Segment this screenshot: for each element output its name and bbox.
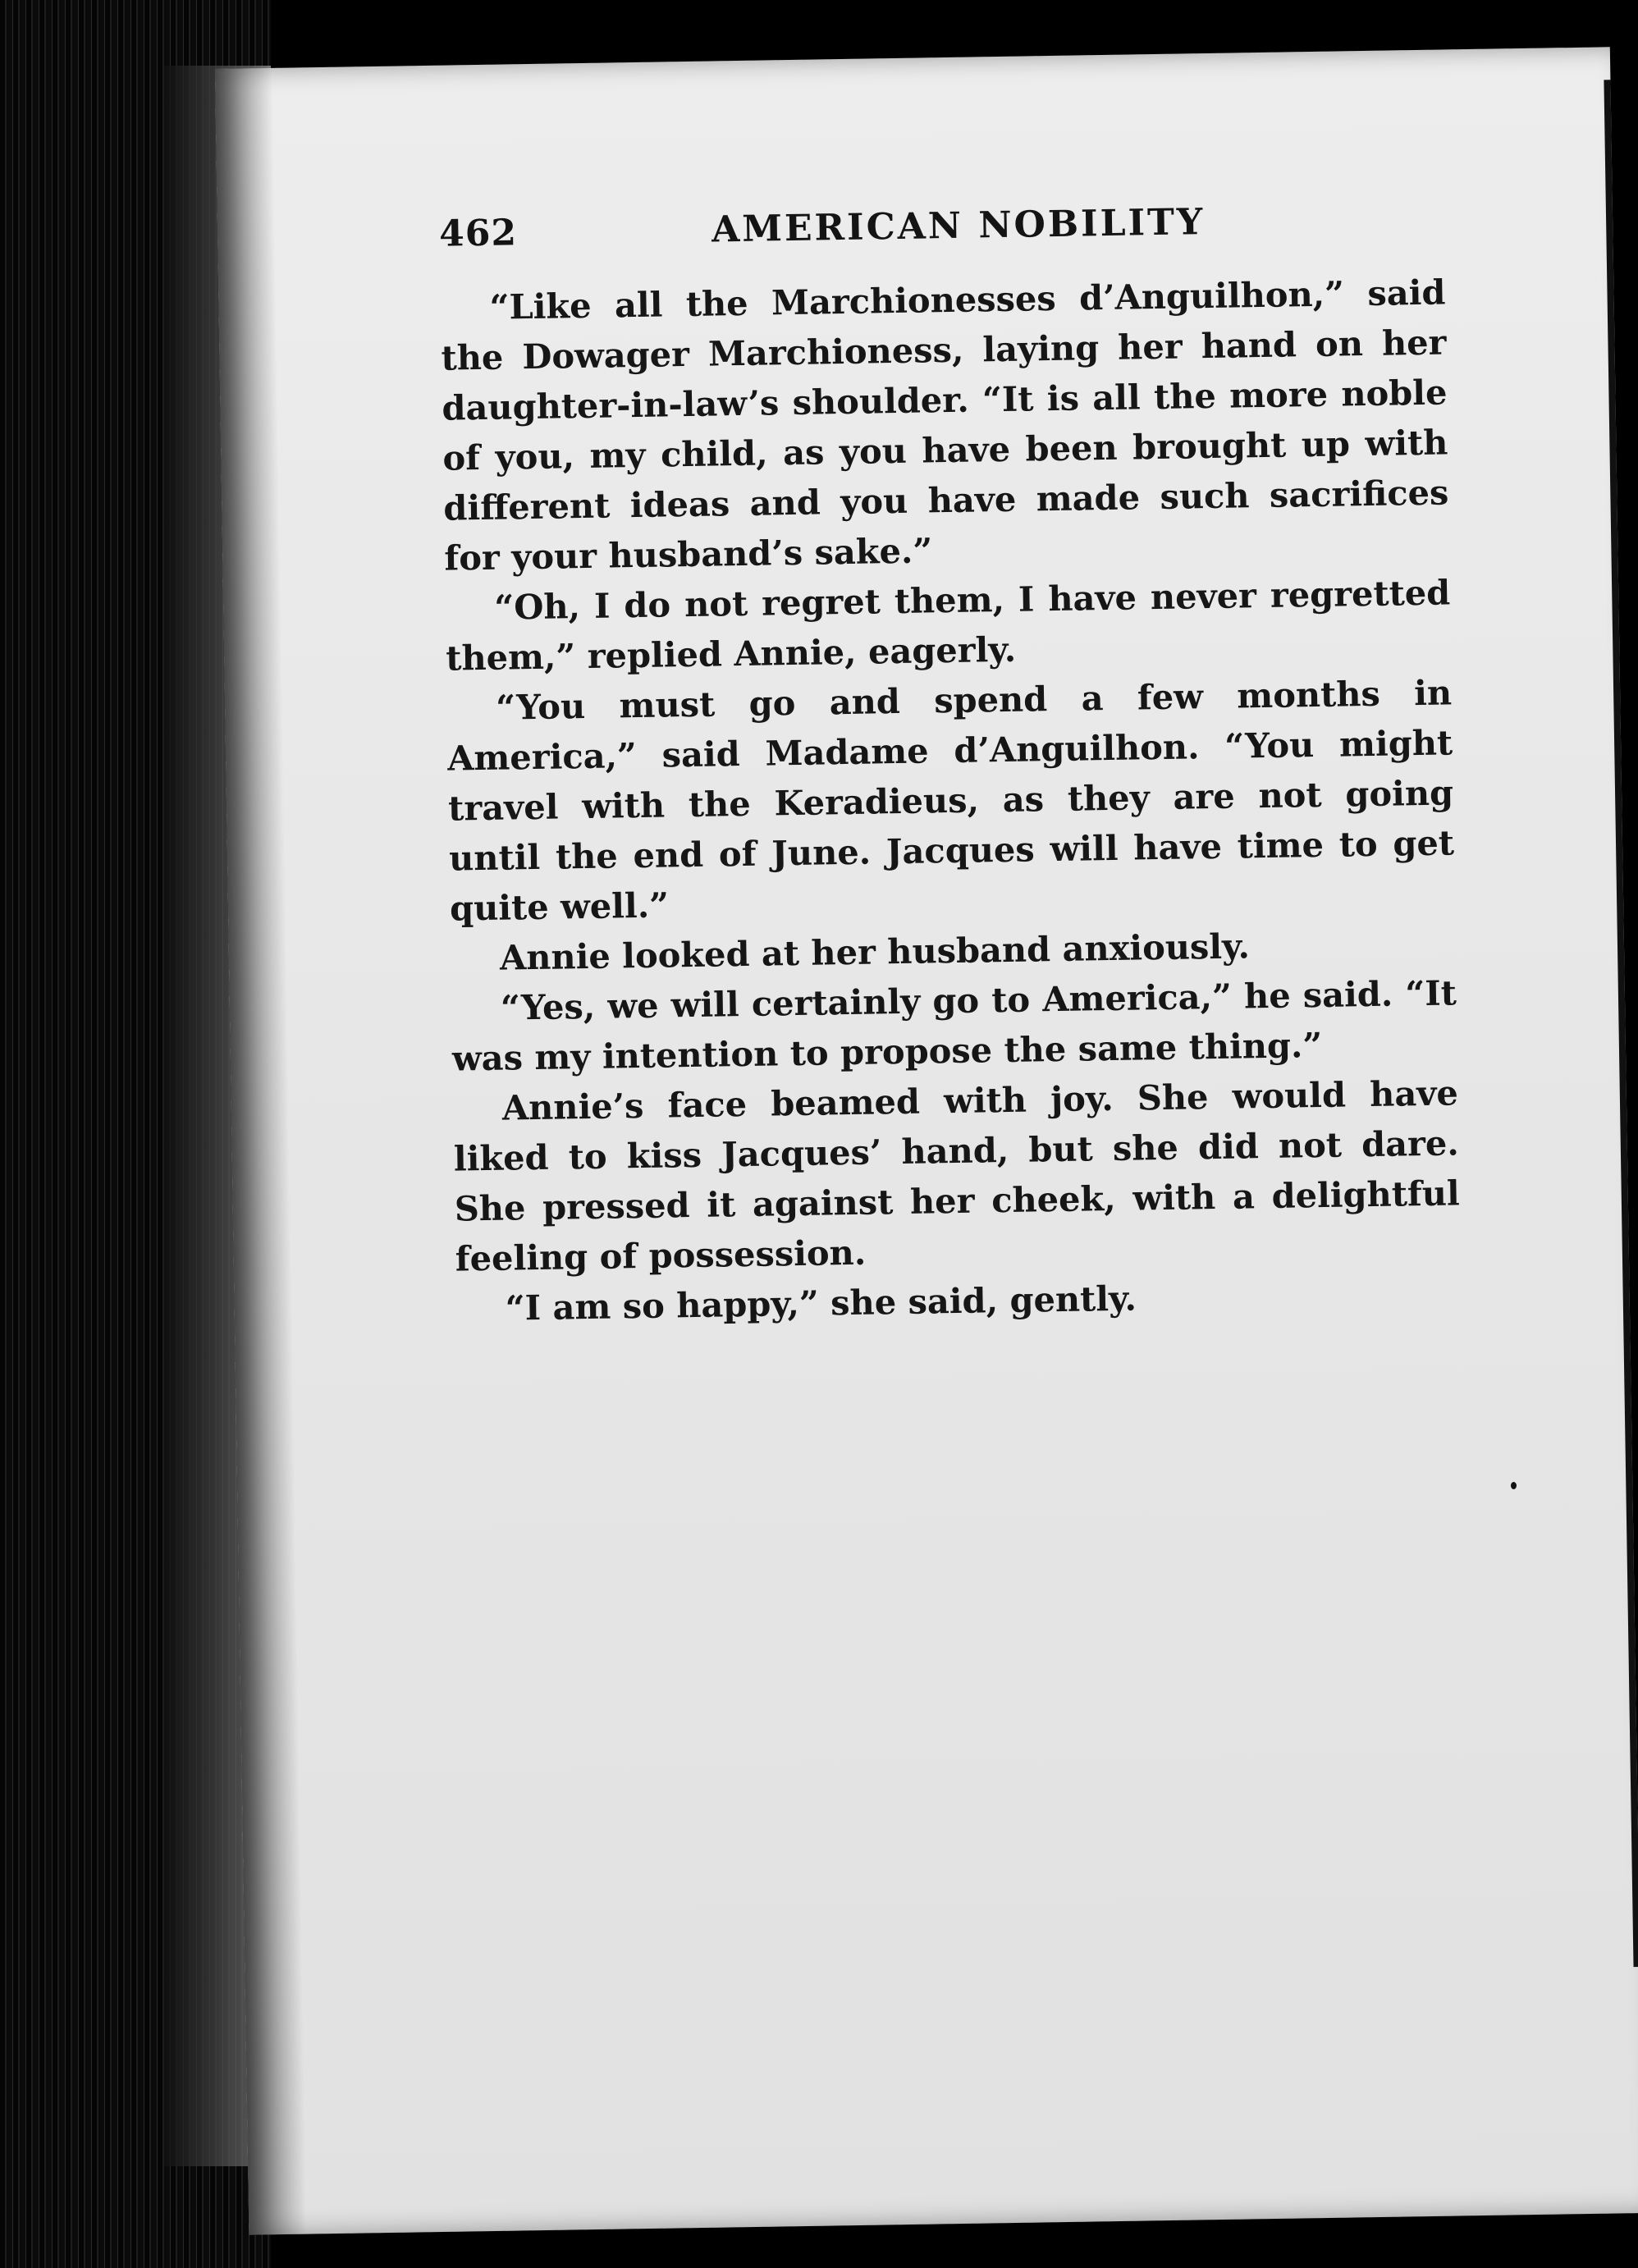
running-title: AMERICAN NOBILITY (711, 201, 1206, 251)
paragraph: “Yes, we will certainly go to America,” he said. “It was my intention to propose the same thing.” (451, 972, 1457, 1079)
page-number: 462 (438, 212, 518, 255)
page-edge-rule (1604, 80, 1638, 1967)
paragraph: “You must go and spend a few months in America,” said Madame d’Anguilhon. “You might travel with the Keradieus, as they are not going until the end of June. Jacques will have time to get quite well.” (446, 672, 1455, 929)
paragraph: “Like all the Marchionesses d’Anguilhon,” said the Dowager Marchioness, laying her hand on her daughter-in-law’s shoulder. “It is all the more noble of you, my child, as you have been brought up with different ideas and you have made such sacrifices for your husband’s sake.” (441, 272, 1449, 578)
ink-speck (1511, 1482, 1517, 1489)
paragraph: “Oh, I do not regret them, I have never regretted them,” replied Annie, eagerly. (445, 572, 1451, 679)
paragraph: Annie looked at her husband anxiously. (499, 926, 1251, 978)
body-text (440, 267, 1462, 1333)
paragraph: Annie’s face beamed with joy. She would have liked to kiss Jacques’ hand, but she did not dare. She pressed it against her cheek, with a delightful feeling of possession. (453, 1072, 1461, 1279)
running-head (439, 196, 1507, 278)
book-page (215, 47, 1638, 2234)
paragraph: “I am so happy,” she said, gently. (505, 1278, 1137, 1328)
